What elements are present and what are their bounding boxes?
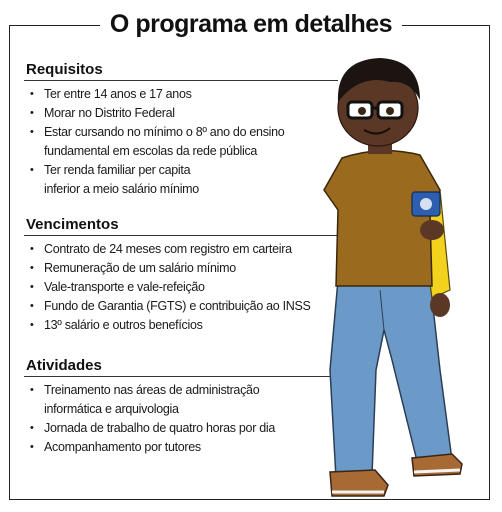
cartoon-boy-illustration xyxy=(280,40,490,510)
list-item-text: Acompanhamento por tutores xyxy=(44,440,201,454)
title-bar xyxy=(0,7,502,41)
bullet: • xyxy=(30,126,34,138)
left-hand xyxy=(420,220,444,240)
section-header: Vencimentos xyxy=(24,216,356,236)
bullet: • xyxy=(30,300,34,312)
bullet: • xyxy=(30,107,34,119)
list-item-text: Estar cursando no mínimo o 8º ano do ensino xyxy=(44,125,285,139)
bullet: • xyxy=(30,243,34,255)
bullet: • xyxy=(30,281,34,293)
list-item-text: informática e arquivologia xyxy=(44,402,179,416)
section-header: Requisitos xyxy=(24,61,338,81)
list-item-text: Ter renda familiar per capita xyxy=(44,163,191,177)
list-item-text: Treinamento nas áreas de administração xyxy=(44,383,260,397)
bullet: • xyxy=(30,88,34,100)
page-title: O programa em detalhes xyxy=(100,7,402,41)
list-item-text: Jornada de trabalho de quatro horas por dia xyxy=(44,421,276,435)
bullet: • xyxy=(30,319,34,331)
list-item-text: Remuneração de um salário mínimo xyxy=(44,261,236,275)
list-item-text: Ter entre 14 anos e 17 anos xyxy=(44,87,192,101)
list-item-text: inferior a meio salário mínimo xyxy=(44,182,199,196)
list-item-text: Fundo de Garantia (FGTS) e contribuição ao INSS xyxy=(44,299,311,313)
list-item-text: 13º salário e outros benefícios xyxy=(44,318,203,332)
shirt xyxy=(324,151,440,286)
bullet: • xyxy=(30,262,34,274)
bullet: • xyxy=(30,441,34,453)
bullet: • xyxy=(30,384,34,396)
list-item-text: fundamental em escolas da rede pública xyxy=(44,144,258,158)
list-item-text: Contrato de 24 meses com registro em carteira xyxy=(44,242,292,256)
bullet: • xyxy=(30,422,34,434)
section-header: Atividades xyxy=(24,357,351,377)
right-hand xyxy=(430,293,450,317)
bullet: • xyxy=(30,164,34,176)
list-item-text: Morar no Distrito Federal xyxy=(44,106,175,120)
list-item-text: Vale-transporte e vale-refeição xyxy=(44,280,205,294)
